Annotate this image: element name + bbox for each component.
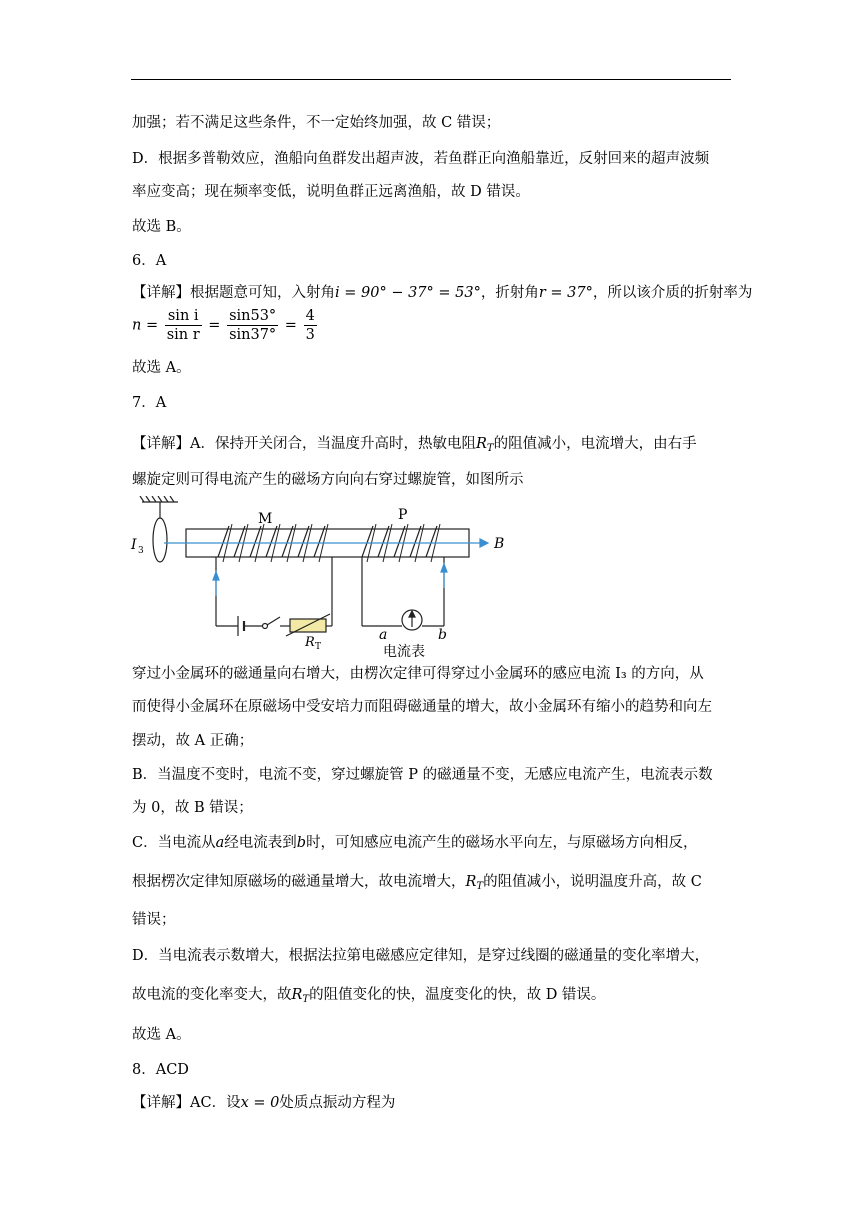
text-line: 穿过小金属环的磁通量向右增大，由楞次定律可得穿过小金属环的感应电流 I₃ 的方向，从 (132, 666, 704, 682)
text-line-6-explanation (132, 283, 752, 303)
text-line: C．当电流从a经电流表到b时，可知感应电流产生的磁场水平向左，与原磁场方向相反， (132, 835, 698, 851)
text-line: 故选 B。 (132, 219, 191, 235)
solenoid-circuit-diagram (128, 496, 528, 661)
meter-terminal-b: b (438, 627, 447, 643)
header-rule (131, 79, 731, 80)
text-line: B．当温度不变时，电流不变，穿过螺旋管 P 的磁通量不变，无感应电流产生，电流表示数 (132, 767, 713, 783)
refraction-angle-expr: r = 37° (538, 285, 593, 301)
current-label-i-sub: 3 (138, 546, 144, 556)
text-line: 而使得小金属环在原磁场中受安培力而阻碍磁通量的增大，故小金属环有缩小的趋势和向左 (132, 699, 712, 715)
text-line: D．根据多普勒效应，渔船向鱼群发出超声波，若鱼群正向渔船靠近，反射回来的超声波频 (132, 151, 710, 167)
text-line: 根据楞次定律知原磁场的磁通量增大，故电流增大，$R_T$的阻值减小，说明温度升高，故 C (132, 874, 702, 892)
fraction: $\frac{\sin 53^\circ}{\sin 37^\circ}$ (229, 308, 277, 343)
text-line: 加强；若不满足这些条件，不一定始终加强，故 C 错误； (132, 115, 501, 131)
current-label-i: I (131, 537, 137, 553)
text-line: 为 0，故 B 错误； (132, 800, 253, 816)
text-line: 错误； (132, 912, 176, 928)
text-line: 摆动，故 A 正确； (132, 733, 254, 749)
fraction: $\frac{4}{3}$ (305, 308, 315, 343)
text-line: 故选 A。 (132, 1027, 191, 1043)
text-line: 螺旋定则可得电流产生的磁场方向向右穿过螺旋管，如图所示 (132, 472, 524, 488)
text-line: D．当电流表示数增大，根据法拉第电磁感应定律知，是穿过线圈的磁通量的变化率增大， (132, 948, 710, 964)
text: ，所以该介质的折射率为 (592, 285, 753, 301)
text-line: 故选 A。 (132, 360, 191, 376)
resistor-label: R (305, 635, 315, 650)
coil-label-m: M (258, 511, 273, 527)
text-line: 故电流的变化率变大，故$R_T$的阻值变化的快，温度变化的快，故 D 错误。 (132, 987, 606, 1005)
text-line: 率应变高；现在频率变低，说明鱼群正远离渔船，故 D 错误。 (132, 184, 530, 200)
meter-label: 电流表 (383, 644, 425, 660)
question-6-answer: 6．A (132, 253, 167, 269)
question-8-answer: 8．ACD (132, 1062, 189, 1078)
resistor-label-sub: T (315, 642, 322, 652)
meter-terminal-a: a (379, 627, 388, 643)
refractive-index-equation: n = $\frac{\text{sin i}}{\text{sin r}}$ = $\frac{\sin 53^\circ}{\sin 37^\circ}$ = $\frac{4}{3}$ (132, 308, 315, 343)
incident-angle-expr: i = 90° − 37° = 53° (335, 285, 481, 301)
text-line: 【详解】A．保持开关闭合，当温度升高时，热敏电阻$R_T$的阻值减小，电流增大，由右手 (132, 436, 697, 454)
text: ，折射角 (480, 285, 539, 301)
coil-label-p: P (398, 507, 408, 523)
text: 【详解】根据题意可知，入射角 (132, 285, 335, 301)
n-symbol: n (132, 317, 142, 334)
text-line: 【详解】AC．设x = 0处质点振动方程为 (132, 1095, 396, 1111)
question-7-answer: 7．A (132, 395, 167, 411)
field-label-b: B (494, 536, 505, 552)
fraction: $\frac{\text{sin i}}{\text{sin r}}$ (166, 308, 200, 343)
